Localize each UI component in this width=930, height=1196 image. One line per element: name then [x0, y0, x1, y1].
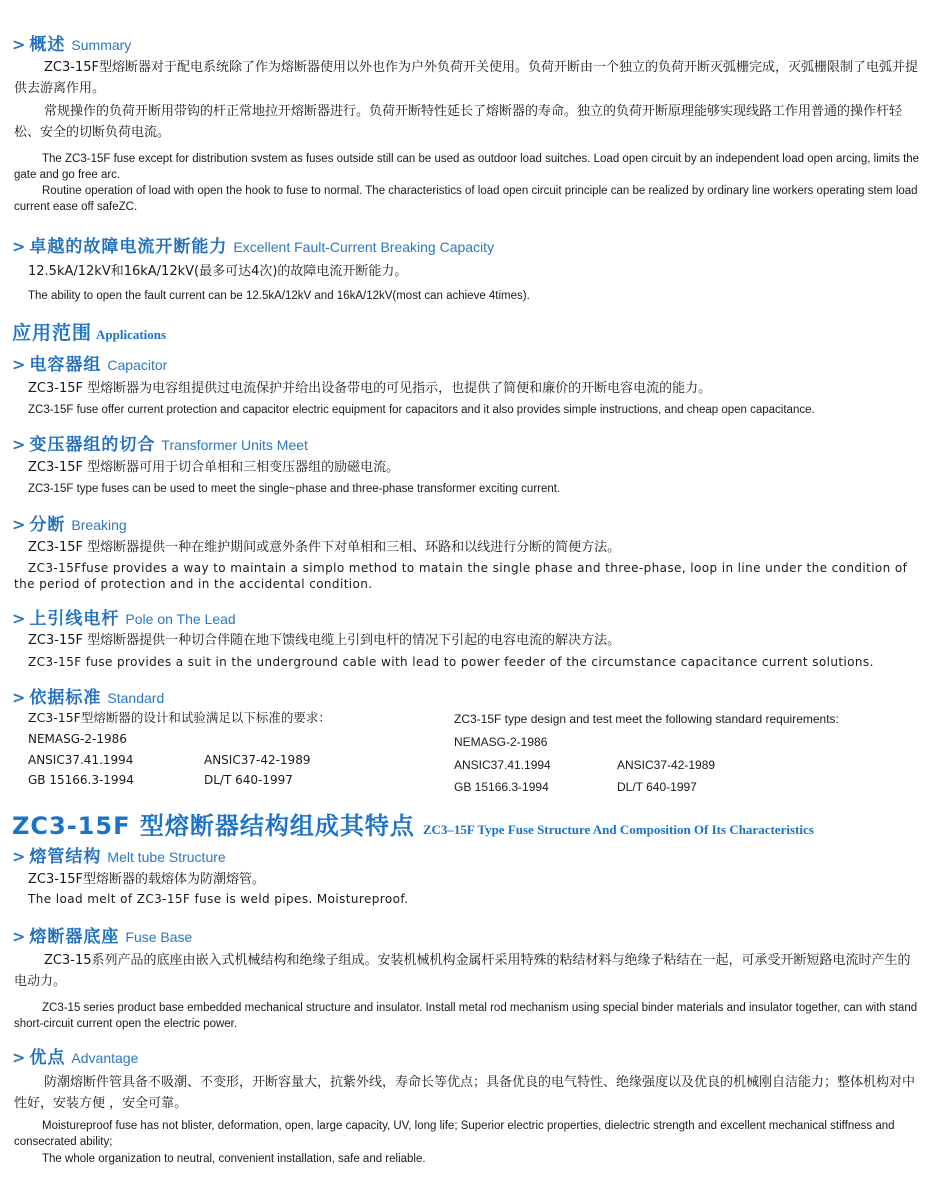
structure-heading: ZC3-15F 型熔断器结构组成其特点 ZC3–15F Type Fuse Structure And Composition Of Its Characteristics: [12, 812, 814, 840]
standard-cn-ansic41: ANSIC37.41.1994: [28, 753, 134, 767]
standard-en-dlt: DL/T 640-1997: [617, 780, 697, 794]
fuse-base-en: ZC3-15 series product base embedded mechanical structure and insulator. Install metal rod mechanism using special binder materials and insulator together, can with stand short-circuit current open the electric power.: [14, 1002, 918, 1030]
advantage-cn: 防潮熔断件管具备不吸潮、不变形，开断容量大，抗紫外线，寿命长等优点；具备优良的电气特性、绝缘强度以及优良的机械刚自洁能力；整体机构对中性好，安装方便 ，安全可靠。: [14, 1075, 916, 1111]
advantage-en-2: The whole organization to neutral, convenient installation, safe and reliable.: [42, 1153, 426, 1165]
standard-cn-ansic42: ANSIC37-42-1989: [204, 753, 311, 767]
chevron-right-icon: >: [12, 609, 26, 628]
summary-heading: > 概述 Summary: [12, 35, 132, 55]
standard-cn-nemasg: NEMASG-2-1986: [28, 732, 127, 746]
advantage-heading: > 优点 Advantage: [12, 1048, 139, 1068]
summary-cn-paragraph-1: ZC3-15F型熔断器对于配电系统除了作为熔断器使用以外也作为户外负荷开关使用。负荷开断由一个独立的负荷开断灭弧栅完成，灭弧栅限制了电弧并提供去游离作用。: [14, 60, 918, 96]
fault-current-cn: 12.5kA/12kV和16kA/12kV(最多可达4次)的故障电流开断能力。: [28, 264, 408, 279]
summary-cn-paragraph-2: 常规操作的负荷开断用带钩的杆正常地拉开熔断器进行。负荷开断特性延长了熔断器的寿命。独立的负荷开断原理能够实现线路工作用普通的操作杆轻松、安全的切断负荷电流。: [14, 104, 903, 140]
pole-lead-heading: > 上引线电杆 Pole on The Lead: [12, 609, 236, 629]
pole-lead-cn: ZC3-15F 型熔断器提供一种切合伴随在地下馈线电缆上引到电杆的情况下引起的电容电流的解决方法。: [28, 633, 621, 648]
standard-cn-intro: ZC3-15F型熔断器的设计和试验满足以下标准的要求：: [28, 710, 331, 725]
standard-heading: > 依据标准 Standard: [12, 688, 165, 708]
capacitor-en: ZC3-15F fuse offer current protection and capacitor electric equipment for capacitors and it also provides simple instructions, and cheap open capacitance.: [28, 404, 815, 416]
standard-cn-dlt: DL/T 640-1997: [204, 773, 293, 787]
fault-current-heading: > 卓越的故障电流开断能力 Excellent Fault-Current Breaking Capacity: [12, 237, 495, 257]
chevron-right-icon: >: [12, 35, 26, 54]
chevron-right-icon: >: [12, 435, 26, 454]
transformer-en: ZC3-15F type fuses can be used to meet the single~phase and three-phase transformer exciting current.: [28, 483, 561, 495]
capacitor-cn: ZC3-15F 型熔断器为电容组提供过电流保护并给出设备带电的可见指示，也提供了简便和廉价的开断电容电流的能力。: [28, 381, 712, 396]
transformer-cn: ZC3-15F 型熔断器可用于切合单相和三相变压器组的励磁电流。: [28, 460, 400, 475]
melt-tube-en: The load melt of ZC3-15F fuse is weld pipes. Moistureproof.: [28, 892, 409, 906]
summary-en-paragraph-2: Routine operation of load with open the hook to fuse to normal. The characteristics of load open circuit principle can be realized by ordinary line workers operating stem load current ease off safeZC.: [14, 185, 918, 213]
chevron-right-icon: >: [12, 515, 26, 534]
chevron-right-icon: >: [12, 1048, 26, 1067]
fuse-base-cn: ZC3-15系列产品的底座由嵌入式机械结构和绝缘子组成。安装机械机构金属杆采用特殊的粘结材料与绝缘子粘结在一起，可承受开断短路电流时产生的电动力。: [14, 953, 911, 989]
melt-tube-heading: > 熔管结构 Melt tube Structure: [12, 847, 226, 867]
summary-en-paragraph-1: The ZC3-15F fuse except for distribution svstem as fuses outside still can be used as outdoor load suitches. Load open circuit by an independent load open arcing, limits the gate and go free arc.: [14, 153, 920, 181]
standard-en-ansic42: ANSIC37-42-1989: [617, 758, 716, 772]
transformer-heading: > 变压器组的切合 Transformer Units Meet: [12, 435, 308, 455]
advantage-en-1: Moistureproof fuse has not blister, deformation, open, large capacity, UV, long life; Superior electric properties, dielectric strength and excellent mechanical stiffness and consecrated ability;: [14, 1120, 895, 1148]
applications-heading: 应用范围 Applications: [12, 322, 167, 344]
pole-lead-en: ZC3-15F fuse provides a suit in the underground cable with lead to power feeder of the circumstance capacitance current solutions.: [28, 655, 874, 669]
breaking-heading: > 分断 Breaking: [12, 515, 127, 535]
fault-current-en: The ability to open the fault current can be 12.5kA/12kV and 16kA/12kV(most can achieve 4times).: [28, 290, 530, 302]
standard-en-nemasg: NEMASG-2-1986: [454, 735, 548, 749]
breaking-cn: ZC3-15F 型熔断器提供一种在维护期间或意外条件下对单相和三相、环路和以线进行分断的简便方法。: [28, 540, 621, 555]
breaking-en: ZC3-15Ffuse provides a way to maintain a simplo method to matain the single phase and three-phase, loop in line under the condition of the period of protection and in the accidental condition.: [14, 561, 908, 591]
chevron-right-icon: >: [12, 237, 26, 256]
chevron-right-icon: >: [12, 688, 26, 707]
melt-tube-cn: ZC3-15F型熔断器的载熔体为防潮熔管。: [28, 872, 265, 887]
capacitor-heading: > 电容器组 Capacitor: [12, 355, 168, 375]
standard-en-ansic41: ANSIC37.41.1994: [454, 758, 551, 772]
standard-cn-gb: GB 15166.3-1994: [28, 773, 134, 787]
chevron-right-icon: >: [12, 927, 26, 946]
chevron-right-icon: >: [12, 847, 26, 866]
chevron-right-icon: >: [12, 355, 26, 374]
standard-en-intro: ZC3-15F type design and test meet the following standard requirements:: [454, 712, 839, 726]
fuse-base-heading: > 熔断器底座 Fuse Base: [12, 927, 193, 947]
standard-en-gb: GB 15166.3-1994: [454, 780, 549, 794]
